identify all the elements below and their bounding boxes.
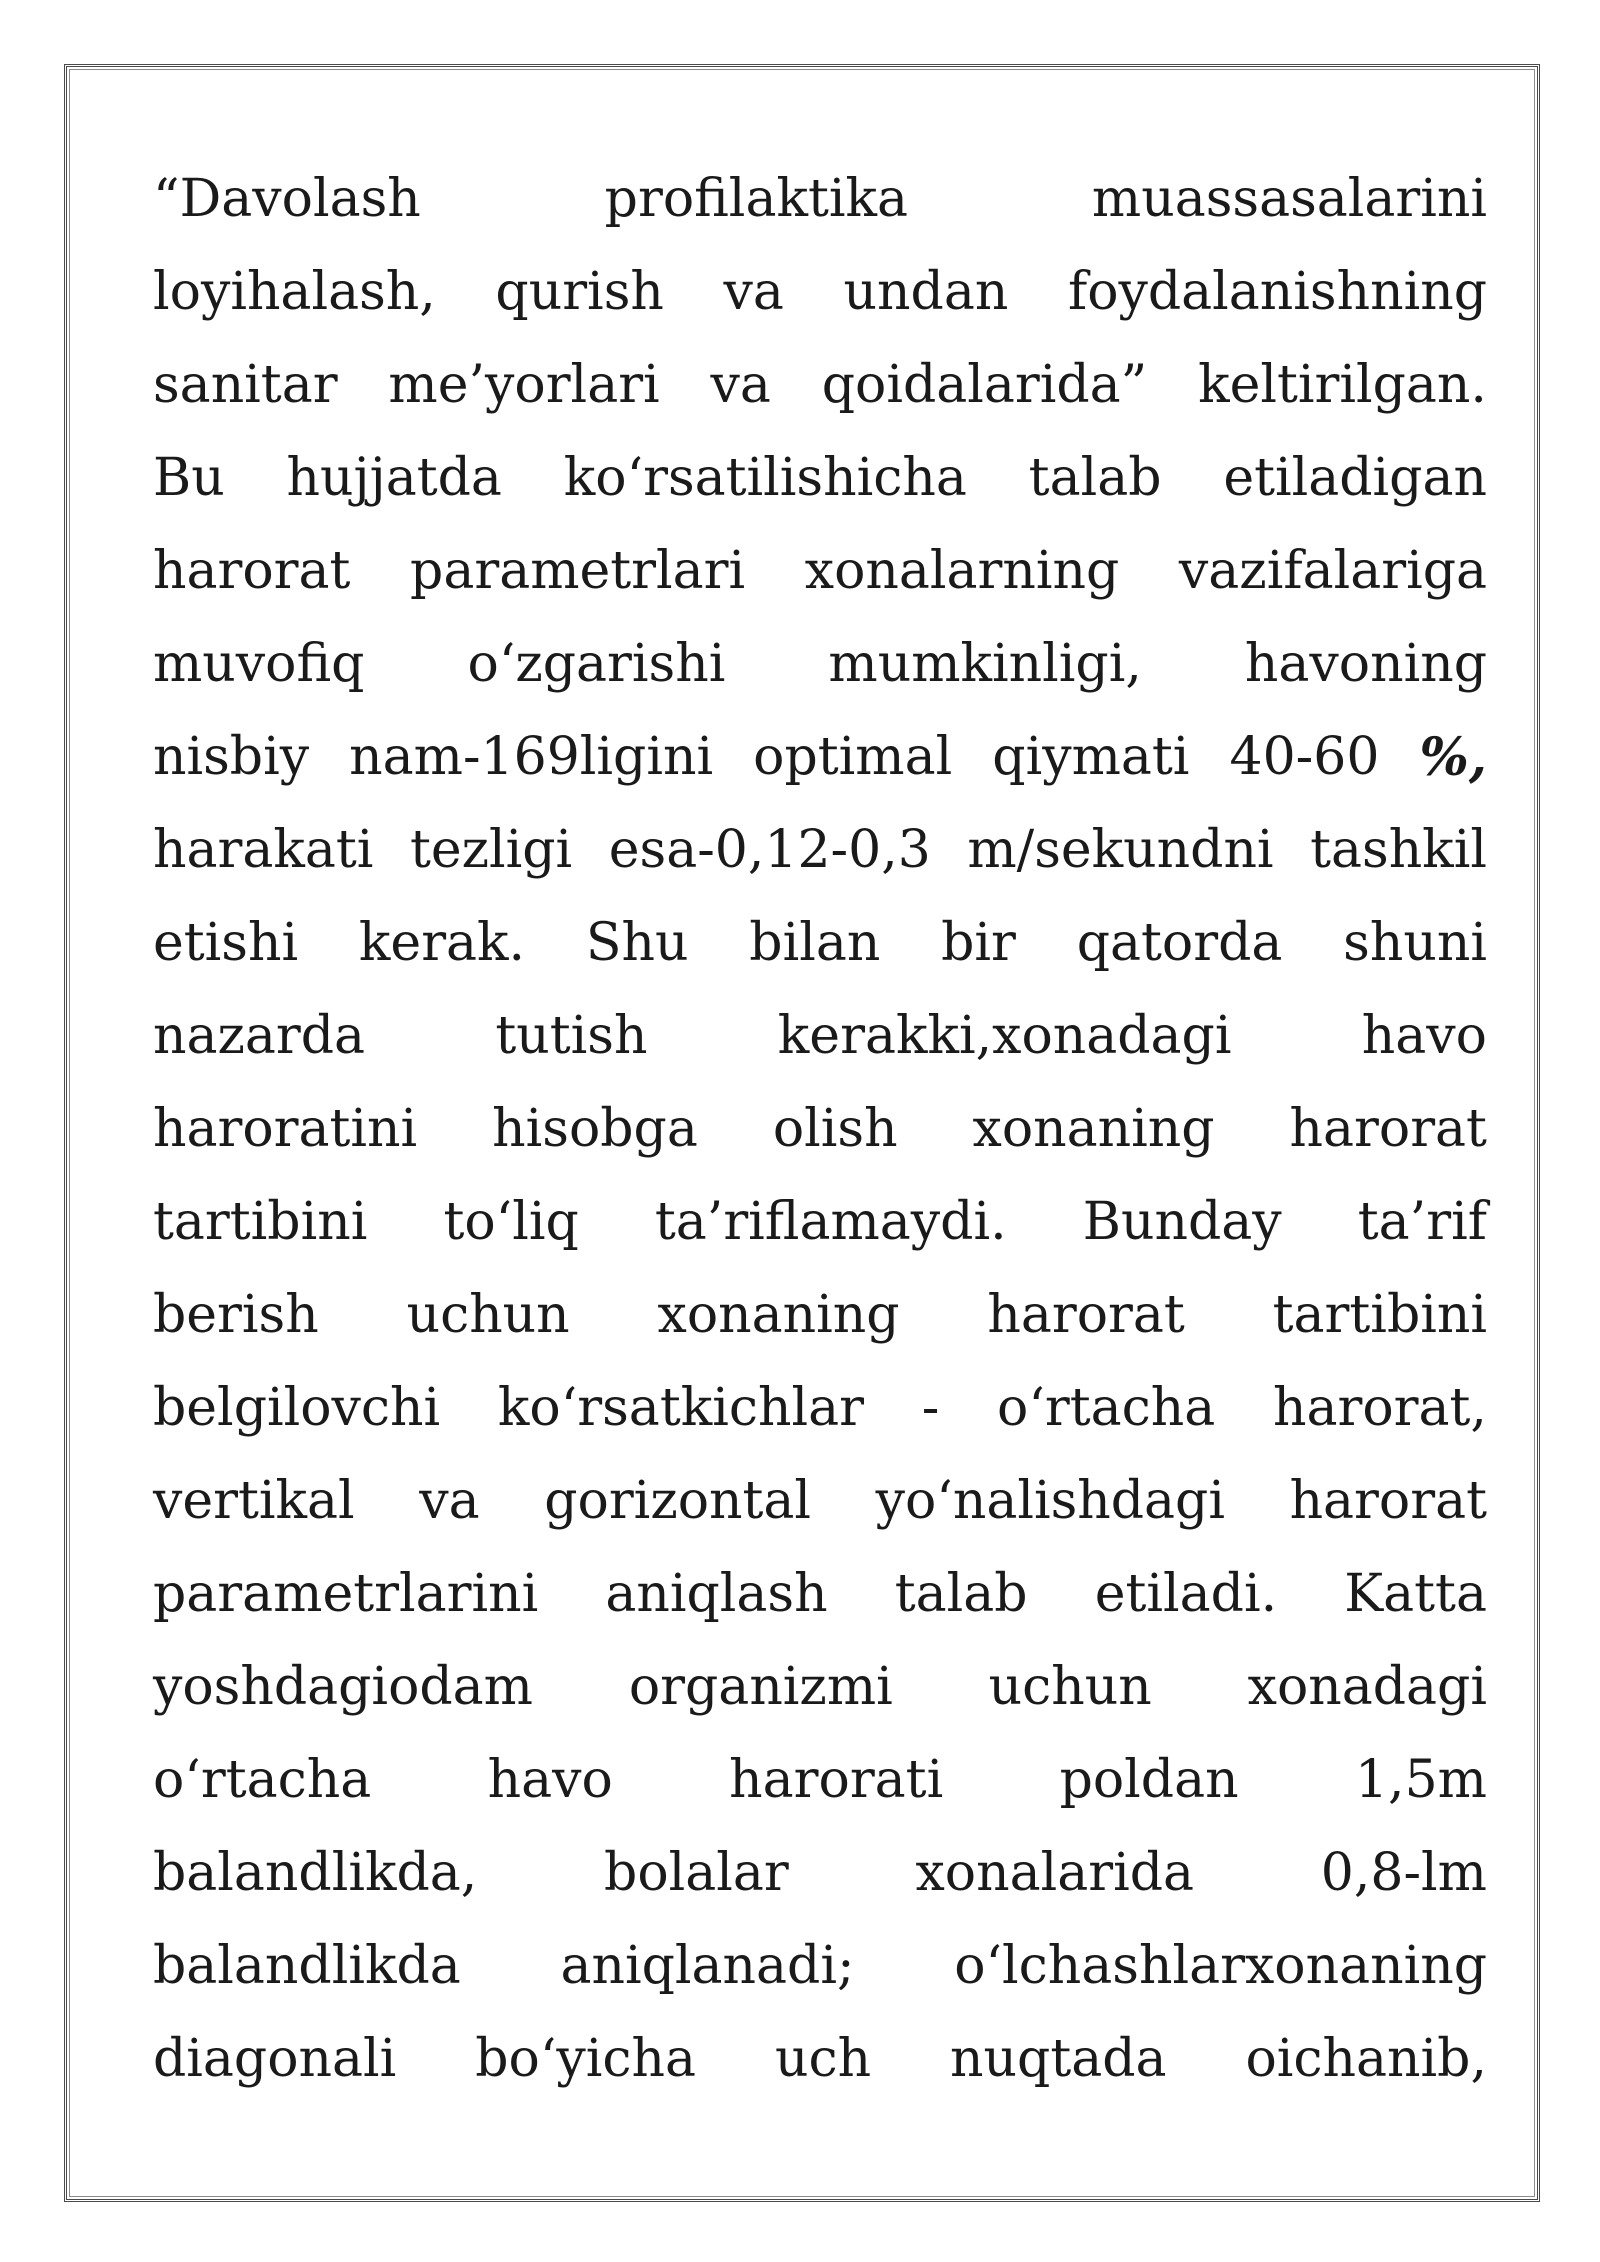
word: vertikal bbox=[153, 1471, 355, 1531]
word: o‘rtacha bbox=[153, 1750, 372, 1810]
word: harakati bbox=[153, 820, 374, 880]
word: qurish bbox=[495, 262, 664, 322]
word: bir bbox=[941, 913, 1016, 973]
word: havo bbox=[1361, 1006, 1487, 1066]
word: optimal bbox=[753, 727, 953, 787]
word: xonaning bbox=[972, 1099, 1215, 1159]
word: va bbox=[419, 1471, 480, 1531]
word: kerakki,xonadagi bbox=[777, 1006, 1232, 1066]
word: uchun bbox=[406, 1285, 570, 1345]
word: ko‘rsatilishicha bbox=[563, 448, 967, 508]
word: Shu bbox=[585, 913, 689, 973]
text-line bbox=[153, 432, 1487, 525]
word: va bbox=[723, 262, 784, 322]
text-line bbox=[153, 897, 1487, 990]
word: etishi bbox=[153, 913, 299, 973]
text-line bbox=[153, 339, 1487, 432]
word: diagonali bbox=[153, 2029, 397, 2089]
text-line bbox=[153, 1641, 1487, 1734]
word: uch bbox=[774, 2029, 872, 2089]
word: parametrlari bbox=[410, 541, 746, 601]
word: foydalanishning bbox=[1067, 262, 1487, 322]
text-line bbox=[153, 153, 1487, 246]
text-line bbox=[153, 1083, 1487, 1176]
word: harorat bbox=[1289, 1099, 1487, 1159]
word: ta’riflamaydi. bbox=[654, 1192, 1007, 1252]
word: etiladi. bbox=[1094, 1564, 1278, 1624]
text-line bbox=[153, 711, 1487, 804]
word: qoidalarida” bbox=[821, 355, 1148, 415]
word: hisobga bbox=[492, 1099, 698, 1159]
word: xonadagi bbox=[1247, 1657, 1487, 1717]
word: balandlikda, bbox=[153, 1843, 478, 1903]
body-text bbox=[153, 153, 1487, 2106]
word: keltirilgan. bbox=[1198, 355, 1487, 415]
word: aniqlanadi; bbox=[560, 1936, 855, 1996]
word: hujjatda bbox=[286, 448, 502, 508]
word: undan bbox=[843, 262, 1009, 322]
text-line bbox=[153, 1176, 1487, 1269]
word: mumkinligi, bbox=[828, 634, 1142, 694]
word: havo bbox=[487, 1750, 613, 1810]
word: haroratini bbox=[153, 1099, 418, 1159]
word: Bu bbox=[153, 448, 225, 508]
word: gorizontal bbox=[544, 1471, 812, 1531]
word: talab bbox=[1028, 448, 1162, 508]
word: qatorda bbox=[1076, 913, 1283, 973]
text-line bbox=[153, 525, 1487, 618]
text-line bbox=[153, 1362, 1487, 1455]
word: o‘zgarishi bbox=[467, 634, 726, 694]
word: kerak. bbox=[358, 913, 526, 973]
word: havoning bbox=[1244, 634, 1487, 694]
word: Katta bbox=[1344, 1564, 1487, 1624]
word: ko‘rsatkichlar bbox=[497, 1378, 864, 1438]
word: nazarda bbox=[153, 1006, 366, 1066]
word: %, bbox=[1419, 727, 1487, 788]
word: esa-0,12-0,3 bbox=[608, 820, 931, 880]
text-line bbox=[153, 246, 1487, 339]
text-line bbox=[153, 1269, 1487, 1362]
text-line bbox=[153, 990, 1487, 1083]
text-line bbox=[153, 1734, 1487, 1827]
word: aniqlash bbox=[605, 1564, 828, 1624]
text-line bbox=[153, 1455, 1487, 1548]
word: yo‘nalishdagi bbox=[875, 1471, 1225, 1531]
word: Bunday bbox=[1082, 1192, 1282, 1252]
word: harorati bbox=[729, 1750, 944, 1810]
word: me’yorlari bbox=[388, 355, 660, 415]
word: oichanib, bbox=[1245, 2029, 1487, 2089]
word: 0,8-lm bbox=[1320, 1843, 1487, 1903]
word: balandlikda bbox=[153, 1936, 461, 1996]
word: nisbiy bbox=[153, 727, 310, 787]
word: 40-60 bbox=[1229, 727, 1380, 787]
word: loyihalash, bbox=[153, 262, 436, 322]
word: xonalarida bbox=[915, 1843, 1195, 1903]
word: ta’rif bbox=[1357, 1192, 1487, 1252]
word: muassasalarini bbox=[1091, 169, 1487, 229]
word: nuqtada bbox=[950, 2029, 1167, 2089]
word: muvofiq bbox=[153, 634, 365, 694]
text-line bbox=[153, 1920, 1487, 2013]
text-line bbox=[153, 1548, 1487, 1641]
word: o‘lchashlarxonaning bbox=[954, 1936, 1487, 1996]
word: poldan bbox=[1059, 1750, 1239, 1810]
word: bolalar bbox=[604, 1843, 789, 1903]
text-line bbox=[153, 2013, 1487, 2106]
word: profilaktika bbox=[604, 169, 908, 229]
word: 1,5m bbox=[1354, 1750, 1487, 1810]
word: harorat bbox=[153, 541, 351, 601]
word: vazifalariga bbox=[1178, 541, 1487, 601]
word: shuni bbox=[1343, 913, 1487, 973]
word: tezligi bbox=[409, 820, 573, 880]
word: bilan bbox=[749, 913, 881, 973]
word: xonalarning bbox=[804, 541, 1120, 601]
word: talab bbox=[894, 1564, 1028, 1624]
word: qiymati bbox=[992, 727, 1190, 787]
word: tartibini bbox=[153, 1192, 368, 1252]
word: harorat, bbox=[1273, 1378, 1487, 1438]
word: harorat bbox=[987, 1285, 1185, 1345]
word: va bbox=[710, 355, 771, 415]
word: xonaning bbox=[657, 1285, 900, 1345]
word: o‘rtacha bbox=[997, 1378, 1216, 1438]
word: olish bbox=[772, 1099, 898, 1159]
word: belgilovchi bbox=[153, 1378, 441, 1438]
word: tartibini bbox=[1272, 1285, 1487, 1345]
text-line bbox=[153, 804, 1487, 897]
word: nam-169ligini bbox=[349, 727, 714, 787]
word: berish bbox=[153, 1285, 319, 1345]
word: sanitar bbox=[153, 355, 338, 415]
word: etiladigan bbox=[1223, 448, 1487, 508]
word: harorat bbox=[1289, 1471, 1487, 1531]
text-line bbox=[153, 618, 1487, 711]
word: tashkil bbox=[1310, 820, 1487, 880]
word: - bbox=[921, 1378, 940, 1438]
word: uchun bbox=[988, 1657, 1152, 1717]
word: organizmi bbox=[628, 1657, 893, 1717]
word: to‘liq bbox=[443, 1192, 579, 1252]
word: yoshdagiodam bbox=[153, 1657, 533, 1717]
text-line bbox=[153, 1827, 1487, 1920]
word: bo‘yicha bbox=[475, 2029, 696, 2089]
word: “Davolash bbox=[153, 169, 421, 229]
word: m/sekundni bbox=[967, 820, 1274, 880]
word: parametrlarini bbox=[153, 1564, 539, 1624]
word: tutish bbox=[495, 1006, 648, 1066]
